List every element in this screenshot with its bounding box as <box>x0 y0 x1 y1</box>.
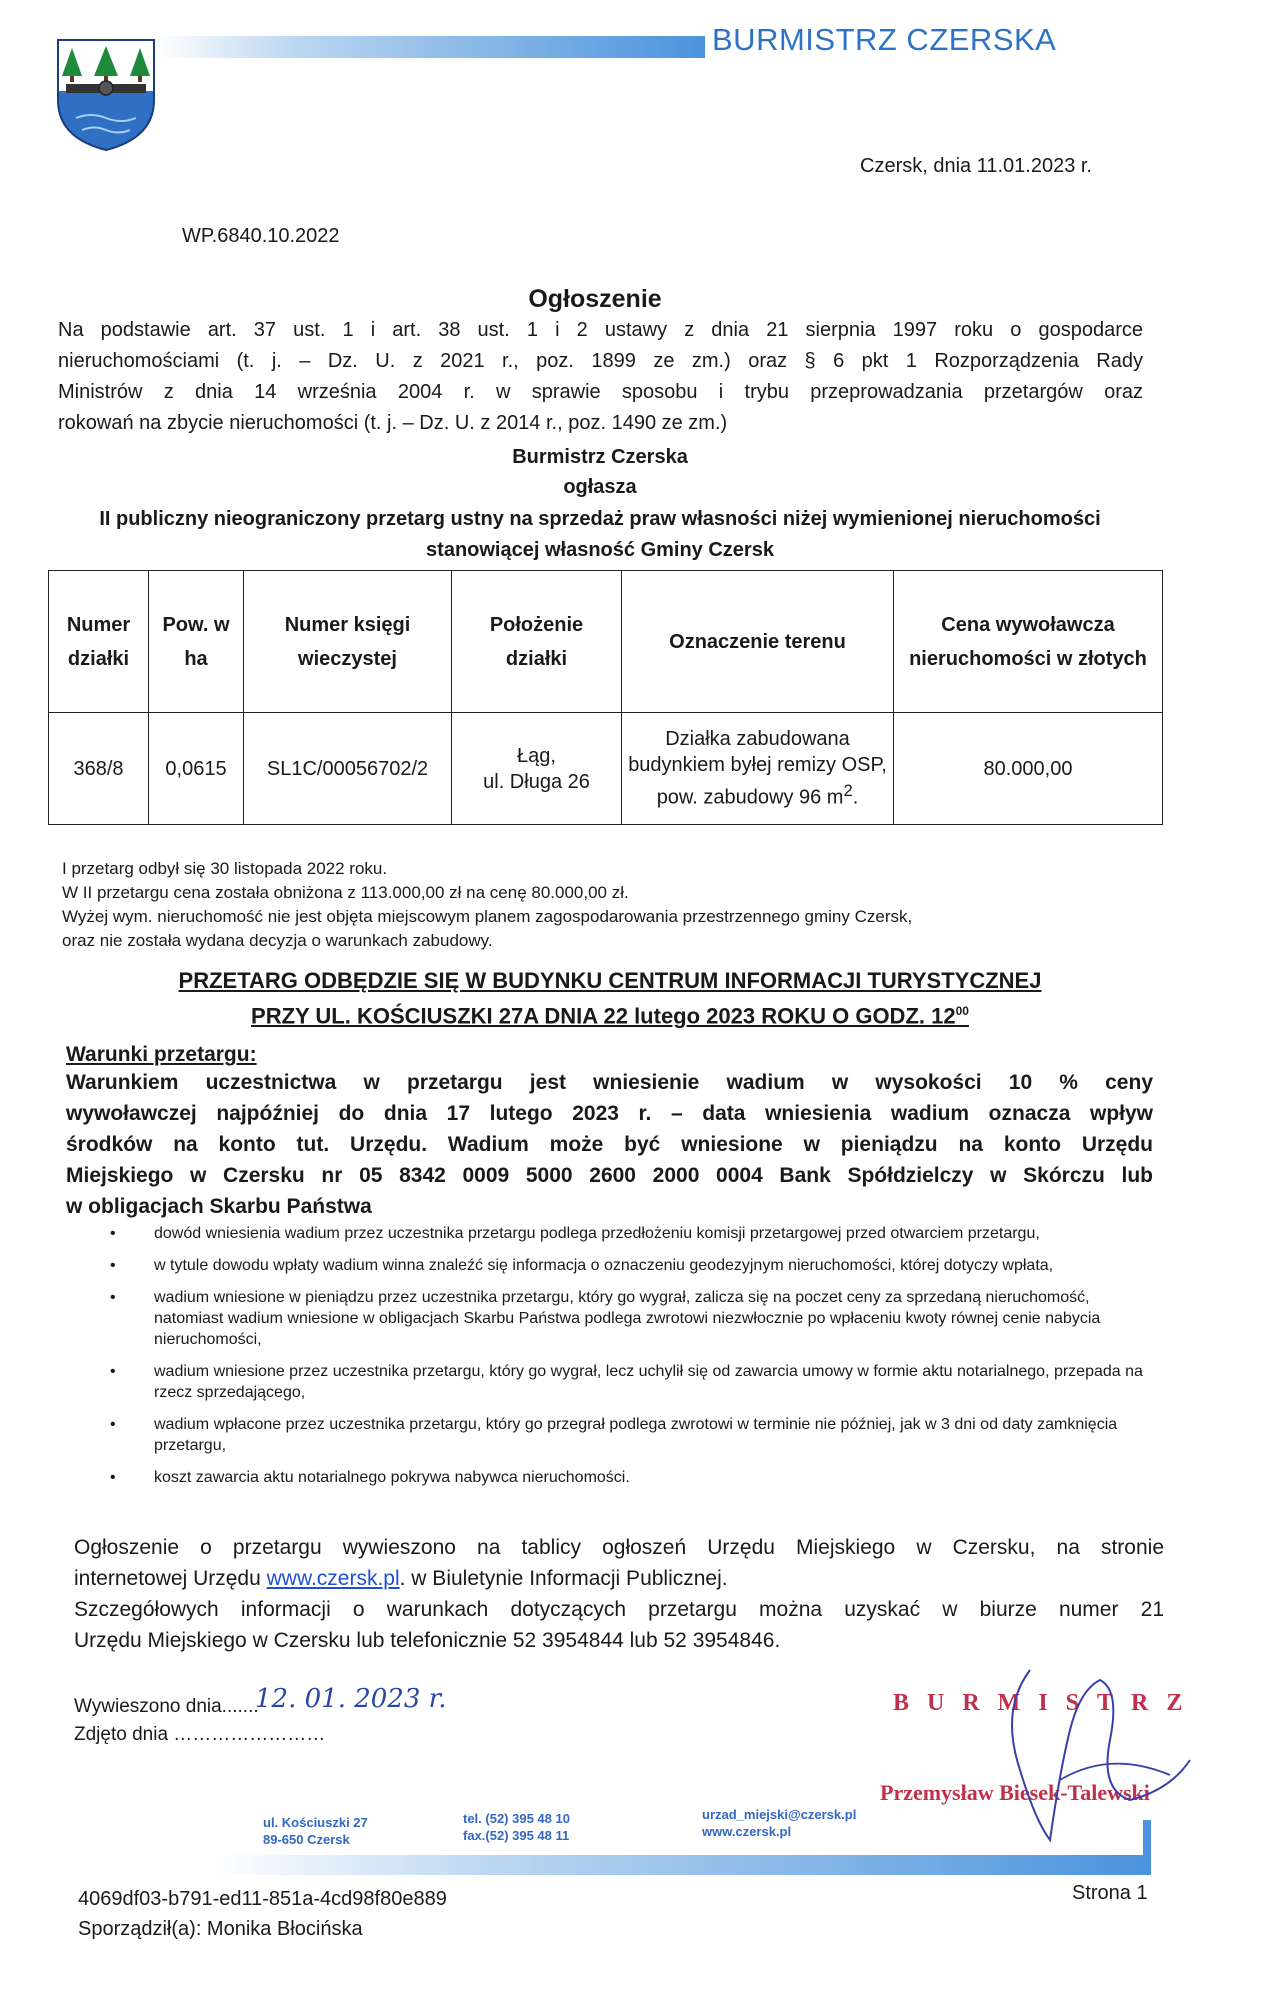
posting-info-paragraph <box>74 1532 1164 1656</box>
conditions-heading: Warunki przetargu: <box>66 1043 257 1066</box>
signature-icon <box>960 1650 1210 1850</box>
document-date: Czersk, dnia 11.01.2023 r. <box>860 155 1092 177</box>
posted-date-handwritten: 12. 01. 2023 r. <box>255 1684 447 1714</box>
header-plot-number: Numer działki <box>49 571 149 713</box>
posting-info-text: internetowej Urzędu <box>74 1567 267 1590</box>
posting-info-text: . w Biuletynie Informacji Publicznej. <box>399 1567 728 1590</box>
venue-announcement <box>60 966 1160 1031</box>
conditions-bullet-list <box>110 1223 1160 1499</box>
document-id: 4069df03-b791-ed11-851a-4cd98f80e889 <box>78 1888 447 1910</box>
list-item: • wadium wniesione w pieniądzu przez uczestnika przetargu, który go wygrał, zalicza się na poczet ceny za sprzedaną nieruchomość, natomiast wadium wniesione w obligacjach Skarbu Państwa podlega zwrotowi niezwłocznie po wpłaceniu kwoty równej cenie nabycia nieruchomości, <box>110 1287 1160 1350</box>
czersk-coat-of-arms-icon <box>56 38 156 152</box>
notice-title: Ogłoszenie <box>528 285 662 313</box>
issuer-name: Burmistrz Czerska <box>512 446 688 468</box>
posting-info-line <box>74 1563 1164 1594</box>
footer-email[interactable]: urzad_miejski@czersk.pl <box>702 1807 857 1822</box>
header-designation: Oznaczenie terenu <box>622 571 894 713</box>
designation-text: Działka zabudowana budynkiem byłej remizy OSP, pow. zabudowy 96 m <box>628 728 887 809</box>
legal-basis-paragraph <box>58 315 1143 439</box>
legal-basis-line: Ministrów z dnia 14 września 2004 r. w sprawie sposobu i trybu przeprowadzania przetargów oraz <box>58 381 1143 403</box>
footer-phone <box>463 1810 570 1844</box>
designation-superscript: 2 <box>843 781 853 801</box>
list-item: • dowód wniesienia wadium przez uczestnika przetargu podlega przedłożeniu komisji przetargowej przed otwarciem przetargu, <box>110 1223 1160 1244</box>
posted-date-label: Wywieszono dnia....... <box>74 1696 259 1717</box>
venue-line-2 <box>60 996 1160 1031</box>
conditions-line: w obligacjach Skarbu Państwa <box>66 1195 372 1218</box>
location-line-2: ul. Długa 26 <box>483 770 590 793</box>
footer-address-line: ul. Kościuszki 27 <box>263 1815 368 1830</box>
legal-basis-line: nieruchomościami (t. j. – Dz. U. z 2021 r., poz. 1899 ze zm.) oraz § 6 pkt 1 Rozporządzenia Rady <box>58 350 1143 372</box>
footer-decorative-bar-cap <box>1143 1820 1151 1875</box>
footer-decorative-bar <box>210 1855 1150 1875</box>
footer-fax-line: fax.(52) 395 48 11 <box>463 1828 570 1843</box>
venue-line-1: PRZETARG ODBĘDZIE SIĘ W BUDYNKU CENTRUM INFORMACJI TURYSTYCZNEJ <box>178 968 1042 993</box>
tender-description: II publiczny nieograniczony przetarg ustny na sprzedaż praw własności niżej wymienionej nieruchomości stanowiącej własność Gminy Czersk <box>99 508 1101 561</box>
venue-time-superscript: 00 <box>955 1004 969 1018</box>
footer-web <box>702 1806 856 1840</box>
posting-info-line: Szczegółowych informacji o warunkach dotyczących przetargu można uzyskać w biurze numer 21 <box>74 1598 1164 1621</box>
case-number: WP.6840.10.2022 <box>182 225 340 247</box>
posting-info-line: Ogłoszenie o przetargu wywieszono na tablicy ogłoszeń Urzędu Miejskiego w Czersku, na stronie <box>74 1536 1164 1559</box>
notes-block <box>62 857 912 953</box>
property-table <box>48 570 1163 825</box>
note-line: oraz nie została wydana decyzja o warunkach zabudowy. <box>62 931 493 950</box>
header-area: Pow. w ha <box>149 571 244 713</box>
conditions-line: wywoławczej najpóźniej do dnia 17 lutego 2023 r. – data wniesienia wadium oznacza wpływ <box>66 1102 1153 1125</box>
legal-basis-line: Na podstawie art. 37 ust. 1 i art. 38 ust. 1 i 2 ustawy z dnia 21 sierpnia 1997 roku o gospodarce <box>58 319 1143 341</box>
page-number: Strona 1 <box>1072 1882 1148 1904</box>
table-row <box>49 713 1163 825</box>
list-item: • koszt zawarcia aktu notarialnego pokrywa nabywca nieruchomości. <box>110 1467 1160 1488</box>
note-line: W II przetargu cena została obniżona z 113.000,00 zł na cenę 80.000,00 zł. <box>62 883 629 902</box>
list-item: • w tytule dowodu wpłaty wadium winna znaleźć się informacja o oznaczeniu geodezyjnym nieruchomości, której dotyczy wpłata, <box>110 1255 1160 1276</box>
cell-plot-number: 368/8 <box>49 713 149 825</box>
cell-area: 0,0615 <box>149 713 244 825</box>
website-link[interactable]: www.czersk.pl <box>266 1567 400 1590</box>
cell-designation <box>622 713 894 825</box>
footer-website[interactable]: www.czersk.pl <box>702 1824 792 1839</box>
header-location: Położenie działki <box>452 571 622 713</box>
stamp-title: BURMISTRZ <box>893 1690 1201 1716</box>
prepared-by: Sporządził(a): Monika Błocińska <box>78 1918 363 1940</box>
list-item: • wadium wpłacone przez uczestnika przetargu, który go przegrał podlega zwrotowi w terminie nie później, jak w 3 dni od daty zamknięcia przetargu, <box>110 1414 1160 1456</box>
cell-land-register: SL1C/00056702/2 <box>244 713 452 825</box>
note-line: Wyżej wym. nieruchomość nie jest objęta miejscowym planem zagospodarowania przestrzennego gminy Czersk, <box>62 907 913 926</box>
conditions-paragraph <box>66 1067 1153 1222</box>
legal-basis-line: rokowań na zbycie nieruchomości (t. j. – Dz. U. z 2014 r., poz. 1490 ze zm.) <box>58 412 728 434</box>
header-decorative-bar <box>155 36 705 58</box>
conditions-line: środków na konto tut. Urzędu. Wadium może być wniesione w pieniądzu na konto Urzędu <box>66 1133 1153 1156</box>
cell-price: 80.000,00 <box>894 713 1163 825</box>
header-price: Cena wywoławcza nieruchomości w złotych <box>894 571 1163 713</box>
venue-line-2-text: PRZY UL. KOŚCIUSZKI 27A DNIA 22 lutego 2023 ROKU O GODZ. 12 <box>251 1003 956 1029</box>
footer-phone-line: tel. (52) 395 48 10 <box>463 1811 570 1826</box>
posting-info-line: Urzędu Miejskiego w Czersku lub telefonicznie 52 3954844 lub 52 3954846. <box>74 1629 781 1652</box>
designation-end: . <box>852 786 859 809</box>
conditions-line: Miejskiego w Czersku nr 05 8342 0009 5000 2600 2000 0004 Bank Spółdzielczy w Skórczu lub <box>66 1164 1153 1187</box>
list-item: • wadium wniesione przez uczestnika przetargu, który go wygrał, lecz uchylił się od zawarcia umowy w formie aktu notarialnego, przepada na rzecz sprzedającego, <box>110 1361 1160 1403</box>
footer-address-line: 89-650 Czersk <box>263 1832 350 1847</box>
footer-address <box>263 1814 368 1848</box>
note-line: I przetarg odbył się 30 listopada 2022 roku. <box>62 859 388 878</box>
header-land-register: Numer księgi wieczystej <box>244 571 452 713</box>
stamp-name: Przemysław Biesek-Talewski <box>880 1780 1150 1805</box>
header-title: BURMISTRZ CZERSKA <box>712 22 1057 57</box>
cell-location <box>452 713 622 825</box>
conditions-line: Warunkiem uczestnictwa w przetargu jest wniesienie wadium w wysokości 10 % ceny <box>66 1071 1153 1094</box>
location-line-1: Łąg, <box>517 744 556 767</box>
removed-date-label: Zdjęto dnia …………………… <box>74 1724 326 1745</box>
table-header-row <box>49 571 1163 713</box>
announces-heading: ogłasza <box>563 476 637 498</box>
